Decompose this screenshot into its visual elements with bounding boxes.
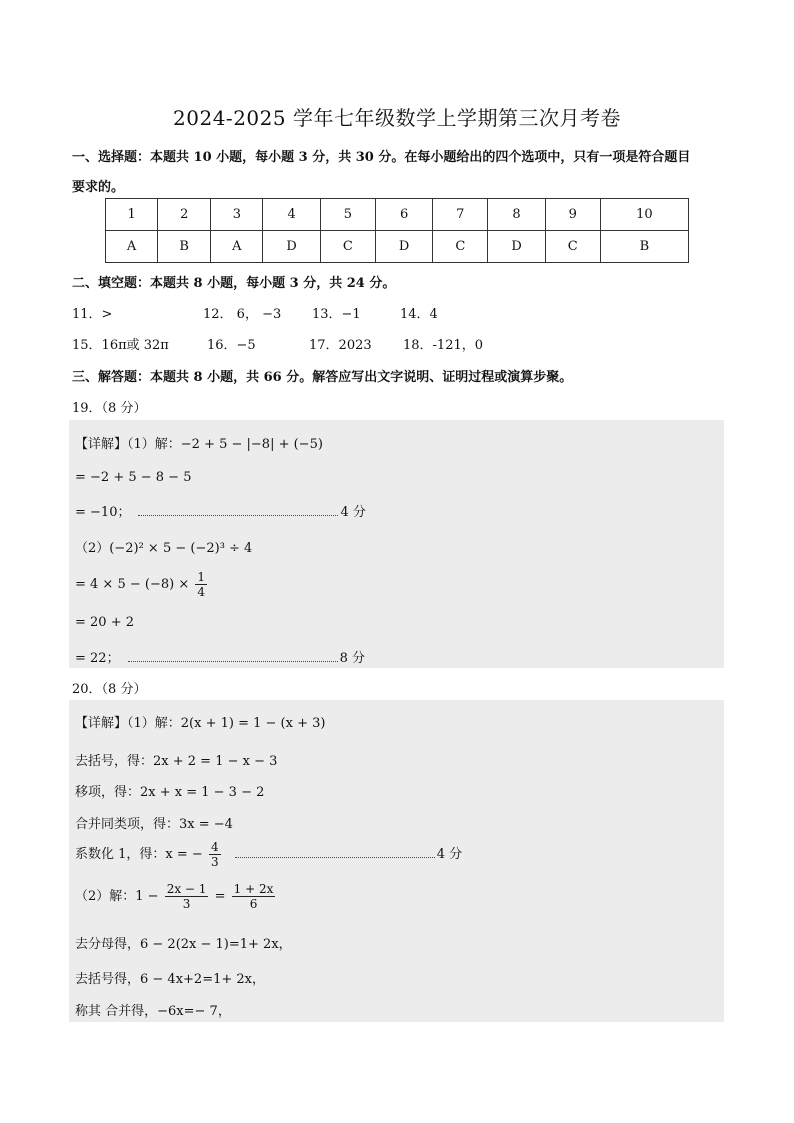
q19-step-5 — [75, 570, 209, 599]
math-expression: (−2)² × 5 − (−2)³ ÷ 4 — [109, 541, 253, 556]
fraction — [209, 840, 221, 869]
table-cell: C — [320, 231, 375, 263]
answer-14: 14．4 — [400, 307, 438, 322]
fraction-denominator: 4 — [197, 585, 205, 599]
answer-15: 15．16π或 32π — [72, 338, 169, 353]
equals-sign: = — [214, 889, 226, 904]
q20-step-7: 去分母得，6 − 2(2x − 1)=1+ 2x， — [75, 937, 292, 952]
fraction-denominator: 3 — [210, 855, 219, 869]
table-cell: C — [545, 231, 600, 263]
q20-step-9: 称其 合并得，−6x=− 7， — [75, 1004, 231, 1019]
q20-step-3: 移项，得：2x + x = 1 − 3 − 2 — [75, 785, 265, 800]
detail-prefix: 【详解】（1）解： — [75, 716, 181, 731]
fraction-denominator: 6 — [249, 897, 258, 911]
table-cell: 5 — [320, 199, 375, 231]
q19-step-1 — [75, 433, 323, 452]
score-marker: 4 分 — [340, 505, 366, 520]
table-cell: B — [600, 231, 688, 263]
section1-heading: 一、选择题：本题共 10 小题，每小题 3 分，共 30 分。在每小题给出的四个选项中，只有一项是符合题目 — [72, 150, 691, 165]
table-cell: 8 — [488, 199, 545, 231]
table-cell: A — [211, 231, 263, 263]
table-cell: B — [158, 231, 211, 263]
table-cell: 4 — [263, 199, 320, 231]
answer-13: 13．−1 — [312, 307, 361, 322]
q20-step-2: 去括号，得：2x + 2 = 1 − x − 3 — [75, 754, 278, 769]
answer-11: 11．> — [72, 307, 113, 322]
question-number-row — [106, 199, 689, 231]
answer-16: 16．−5 — [207, 338, 256, 353]
table-cell: 6 — [375, 199, 432, 231]
q20-label: 20．（8 分） — [72, 682, 147, 697]
section3-heading: 三、解答题：本题共 8 小题，共 66 分。解答应写出文字说明、证明过程或演算步聚。 — [72, 370, 573, 385]
table-cell: D — [488, 231, 545, 263]
choice-answer-table — [105, 198, 689, 263]
q20-step-4: 合并同类项，得：3x = −4 — [75, 817, 233, 832]
q19-step-4 — [75, 537, 252, 556]
table-cell: 10 — [600, 199, 688, 231]
table-cell: 3 — [211, 199, 263, 231]
q19-step-3 — [75, 501, 366, 520]
fraction-denominator: 3 — [182, 897, 191, 911]
answer-row — [106, 231, 689, 263]
table-cell: D — [263, 231, 320, 263]
table-cell: C — [433, 231, 488, 263]
math-expression: = 22； — [75, 651, 120, 666]
score-marker: 4 分 — [436, 847, 463, 862]
table-cell: 7 — [433, 199, 488, 231]
table-cell: A — [106, 231, 158, 263]
q19-step-7 — [75, 647, 365, 666]
dotted-leader — [235, 848, 435, 858]
table-cell: 2 — [158, 199, 211, 231]
page-title: 2024-2025 学年七年级数学上学期第三次月考卷 — [173, 106, 621, 130]
answer-12: 12． 6， −3 — [203, 307, 282, 322]
fraction — [165, 882, 209, 911]
fraction-numerator: 4 — [210, 840, 219, 854]
math-expression: −2 + 5 − |−8| + (−5) — [180, 437, 323, 452]
part-label: （2） — [75, 541, 110, 556]
q20-step-5 — [75, 840, 462, 869]
section2-heading: 二、填空题：本题共 8 小题，每小题 3 分，共 24 分。 — [72, 276, 396, 291]
math-expression: （2）解：1 − — [75, 889, 159, 904]
q19-step-6: = 20 + 2 — [75, 615, 134, 630]
math-expression: = −10； — [75, 505, 131, 520]
dotted-leader — [128, 652, 338, 662]
fraction-numerator: 2x − 1 — [166, 882, 207, 896]
q19-label: 19．（8 分） — [72, 401, 147, 416]
fraction — [232, 882, 276, 911]
fraction-numerator: 1 — [197, 570, 205, 584]
fraction-numerator: 1 + 2x — [233, 882, 274, 896]
dotted-leader — [138, 506, 338, 516]
math-expression: 2(x + 1) = 1 − (x + 3) — [180, 716, 326, 731]
table-cell: D — [375, 231, 432, 263]
answer-18: 18．-121，0 — [403, 338, 484, 353]
table-cell: 9 — [545, 199, 600, 231]
score-marker: 8 分 — [339, 651, 365, 666]
q19-step-2: = −2 + 5 − 8 − 5 — [75, 470, 192, 485]
q20-step-8: 去括号得，6 − 4x+2=1+ 2x， — [75, 972, 265, 987]
math-expression: 系数化 1，得：x = − — [75, 847, 203, 862]
q20-step-1 — [75, 712, 325, 731]
fraction — [195, 570, 207, 599]
table-cell: 1 — [106, 199, 158, 231]
q20-step-6 — [75, 882, 277, 911]
math-expression: = 4 × 5 − (−8) × — [75, 577, 190, 592]
section1-heading-cont: 要求的。 — [72, 180, 125, 195]
answer-17: 17．2023 — [309, 338, 372, 353]
detail-prefix: 【详解】（1）解： — [75, 437, 181, 452]
